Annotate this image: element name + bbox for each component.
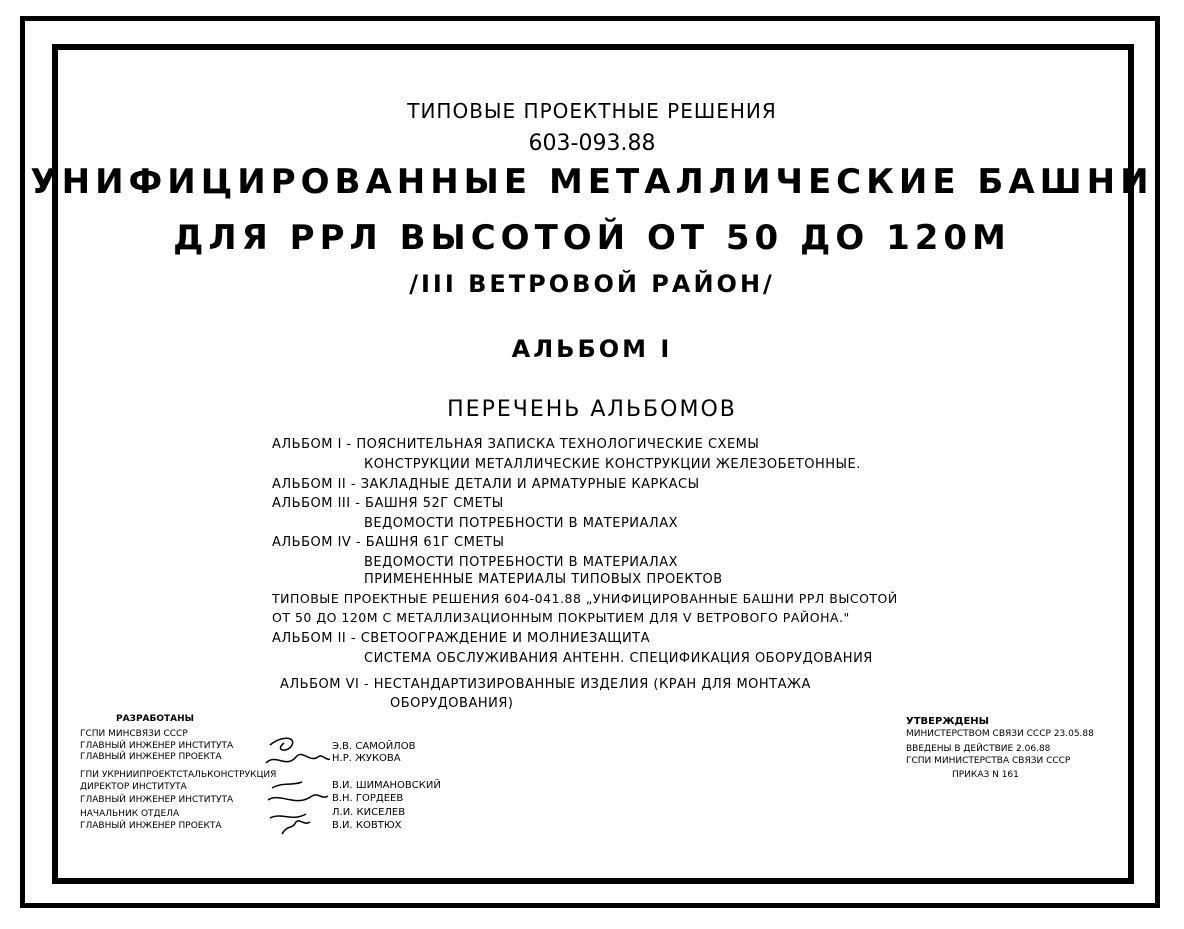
developer-name: Н.Р. ЖУКОВА [332,753,401,764]
list-item: КОНСТРУКЦИИ МЕТАЛЛИЧЕСКИЕ КОНСТРУКЦИИ ЖЕЛЕЗОБЕТОННЫЕ. [364,457,861,472]
list-item: ПРИМЕНЕННЫЕ МАТЕРИАЛЫ ТИПОВЫХ ПРОЕКТОВ [364,572,723,587]
list-item: АЛЬБОМ II - СВЕТООГРАЖДЕНИЕ И МОЛНИЕЗАЩИТА [272,631,651,646]
developer-org-1: ГСПИ МИНСВЯЗИ СССР [80,729,188,739]
subtitle: ТИПОВЫЕ ПРОЕКТНЫЕ РЕШЕНИЯ [407,99,777,123]
approved-line: ВВЕДЕНЫ В ДЕЙСТВИЕ 2.06.88 [906,744,1051,754]
developer-org-2: ГПИ УКРНИИПРОЕКТСТАЛЬКОНСТРУКЦИЯ [80,770,277,780]
list-item: ОБОРУДОВАНИЯ) [390,696,514,711]
developed-heading: РАЗРАБОТАНЫ [116,714,194,724]
developer-role: ДИРЕКТОР ИНСТИТУТА [80,782,187,792]
album-title: АЛЬБОМ I [511,335,673,363]
list-item: АЛЬБОМ I - ПОЯСНИТЕЛЬНАЯ ЗАПИСКА ТЕХНОЛОГИЧЕСКИЕ СХЕМЫ [272,437,760,452]
developer-name: Л.И. КИСЕЛЕВ [332,807,406,818]
list-item: ТИПОВЫЕ ПРОЕКТНЫЕ РЕШЕНИЯ 604-041.88 „УНИФИЦИРОВАННЫЕ БАШНИ РРЛ ВЫСОТОЙ [272,591,898,606]
developer-name: В.Н. ГОРДЕЕВ [332,793,404,804]
approved-line: МИНИСТЕРСТВОМ СВЯЗИ СССР 23.05.88 [906,729,1094,739]
list-item: ВЕДОМОСТИ ПОТРЕБНОСТИ В МАТЕРИАЛАХ [364,555,678,570]
developer-role: ГЛАВНЫЙ ИНЖЕНЕР ПРОЕКТА [80,821,222,831]
project-code: 603-093.88 [528,131,656,156]
approved-heading: УТВЕРЖДЕНЫ [906,716,990,727]
list-item: ОТ 50 ДО 120М С МЕТАЛЛИЗАЦИОННЫМ ПОКРЫТИЕМ ДЛЯ V ВЕТРОВОГО РАЙОНА." [272,610,850,625]
developer-role: ГЛАВНЫЙ ИНЖЕНЕР ИНСТИТУТА [80,741,234,751]
list-item: АЛЬБОМ IV - БАШНЯ 61Г СМЕТЫ [272,535,505,550]
developer-role: ГЛАВНЫЙ ИНЖЕНЕР ИНСТИТУТА [80,795,234,805]
list-item: АЛЬБОМ VI - НЕСТАНДАРТИЗИРОВАННЫЕ ИЗДЕЛИЯ (КРАН ДЛЯ МОНТАЖА [280,677,811,692]
list-item: ВЕДОМОСТИ ПОТРЕБНОСТИ В МАТЕРИАЛАХ [364,516,678,531]
developer-role: НАЧАЛЬНИК ОТДЕЛА [80,809,180,819]
title-line-3: /III ВЕТРОВОЙ РАЙОН/ [409,270,775,298]
signature-image [262,733,332,775]
title-line-1: УНИФИЦИРОВАННЫЕ МЕТАЛЛИЧЕСКИЕ БАШНИ [30,162,1154,202]
approved-order: ПРИКАЗ N 161 [952,770,1019,780]
list-item: АЛЬБОМ II - ЗАКЛАДНЫЕ ДЕТАЛИ И АРМАТУРНЫЕ КАРКАСЫ [272,477,700,492]
approved-line: ГСПИ МИНИСТЕРСТВА СВЯЗИ СССР [906,756,1071,766]
developer-role: ГЛАВНЫЙ ИНЖЕНЕР ПРОЕКТА [80,752,222,762]
developer-name: В.И. ШИМАНОВСКИЙ [332,780,441,791]
developer-name: В.И. КОВТЮХ [332,820,402,831]
signature-image [262,778,332,838]
list-item: СИСТЕМА ОБСЛУЖИВАНИЯ АНТЕНН. СПЕЦИФИКАЦИЯ ОБОРУДОВАНИЯ [364,651,873,666]
developer-name: Э.В. САМОЙЛОВ [332,741,416,752]
title-line-2: ДЛЯ РРЛ ВЫСОТОЙ ОТ 50 ДО 120М [173,218,1011,258]
list-item: АЛЬБОМ III - БАШНЯ 52Г СМЕТЫ [272,496,504,511]
albums-list-heading: ПЕРЕЧЕНЬ АЛЬБОМОВ [447,397,737,422]
